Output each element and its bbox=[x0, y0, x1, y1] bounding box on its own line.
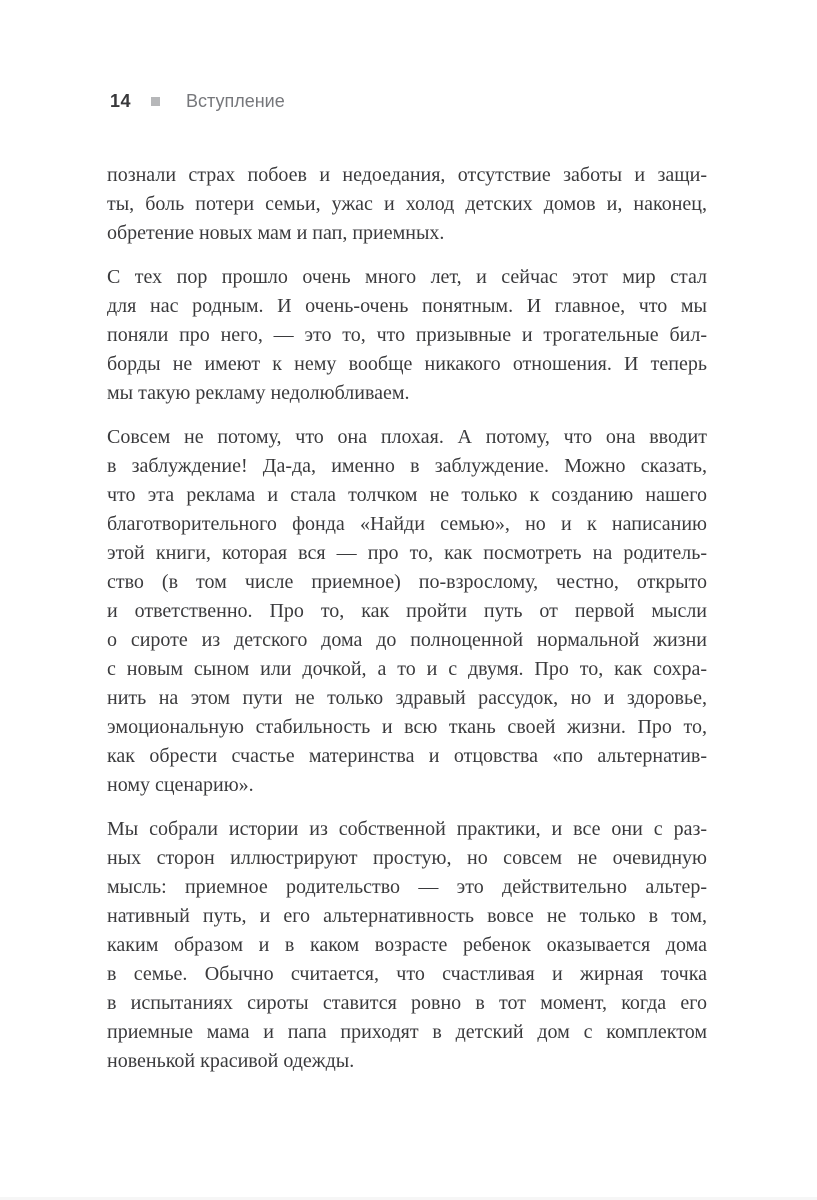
text-line: поняли про него, — это то, что призывные и трогательные бил- bbox=[107, 324, 707, 346]
text-line: приемные мама и папа приходят в детский дом с комплектом bbox=[107, 1021, 707, 1043]
text-line: с новым сыном или дочкой, а то и с двумя. Про то, как сохра- bbox=[107, 658, 707, 680]
text-line: мы такую рекламу недолюбливаем. bbox=[107, 382, 410, 404]
text-line: С тех пор прошло очень много лет, и сейчас этот мир стал bbox=[107, 266, 707, 288]
text-line: в семье. Обычно считается, что счастливая и жирная точка bbox=[107, 963, 707, 985]
text-line: ных сторон иллюстрируют простую, но совсем не очевидную bbox=[107, 847, 707, 869]
text-line: эмоциональную стабильность и всю ткань своей жизни. Про то, bbox=[107, 716, 707, 738]
section-marker-icon bbox=[151, 97, 160, 106]
text-line: благотворительного фонда «Найди семью», но и к написанию bbox=[107, 513, 707, 535]
text-line: и ответственно. Про то, как пройти путь от первой мысли bbox=[107, 600, 707, 622]
page-header bbox=[110, 89, 285, 113]
text-line: Мы собрали истории из собственной практики, и все они с раз- bbox=[107, 818, 707, 840]
text-line: нативный путь, и его альтернативность вовсе не только в том, bbox=[107, 905, 707, 927]
text-line: познали страх побоев и недоедания, отсутствие заботы и защи- bbox=[107, 164, 707, 186]
paragraph bbox=[107, 815, 707, 1076]
text-line: ство (в том числе приемное) по-взрослому, честно, открыто bbox=[107, 571, 707, 593]
page-number: 14 bbox=[110, 90, 132, 111]
text-line: о сироте из детского дома до полноценной нормальной жизни bbox=[107, 629, 707, 651]
text-line: нить на этом пути не только здравый рассудок, но и здоровье, bbox=[107, 687, 707, 709]
text-line: в испытаниях сироты ставится ровно в тот момент, когда его bbox=[107, 992, 707, 1014]
text-line: как обрести счастье материнства и отцовства «по альтернатив- bbox=[107, 745, 707, 767]
text-line: обретение новых мам и пап, приемных. bbox=[107, 222, 445, 244]
body-text bbox=[107, 161, 707, 1091]
text-line: для нас родным. И очень-очень понятным. И главное, что мы bbox=[107, 295, 707, 317]
text-line: каким образом и в каком возрасте ребенок оказывается дома bbox=[107, 934, 707, 956]
text-line: борды не имеют к нему вообще никакого отношения. И теперь bbox=[107, 353, 707, 375]
text-line: новенькой красивой одежды. bbox=[107, 1050, 355, 1072]
text-line: в заблуждение! Да-да, именно в заблуждение. Можно сказать, bbox=[107, 455, 707, 477]
text-line: ному сценарию». bbox=[107, 774, 254, 796]
paragraph bbox=[107, 161, 707, 248]
section-title: Вступление bbox=[186, 90, 285, 111]
text-line: мысль: приемное родительство — это действительно альтер- bbox=[107, 876, 707, 898]
text-line: что эта реклама и стала толчком не только к созданию нашего bbox=[107, 484, 707, 506]
text-line: этой книги, которая вся — про то, как посмотреть на родитель- bbox=[107, 542, 707, 564]
text-line: Совсем не потому, что она плохая. А потому, что она вводит bbox=[107, 426, 707, 448]
text-line: ты, боль потери семьи, ужас и холод детских домов и, наконец, bbox=[107, 193, 707, 215]
paragraph bbox=[107, 423, 707, 800]
paragraph bbox=[107, 263, 707, 408]
